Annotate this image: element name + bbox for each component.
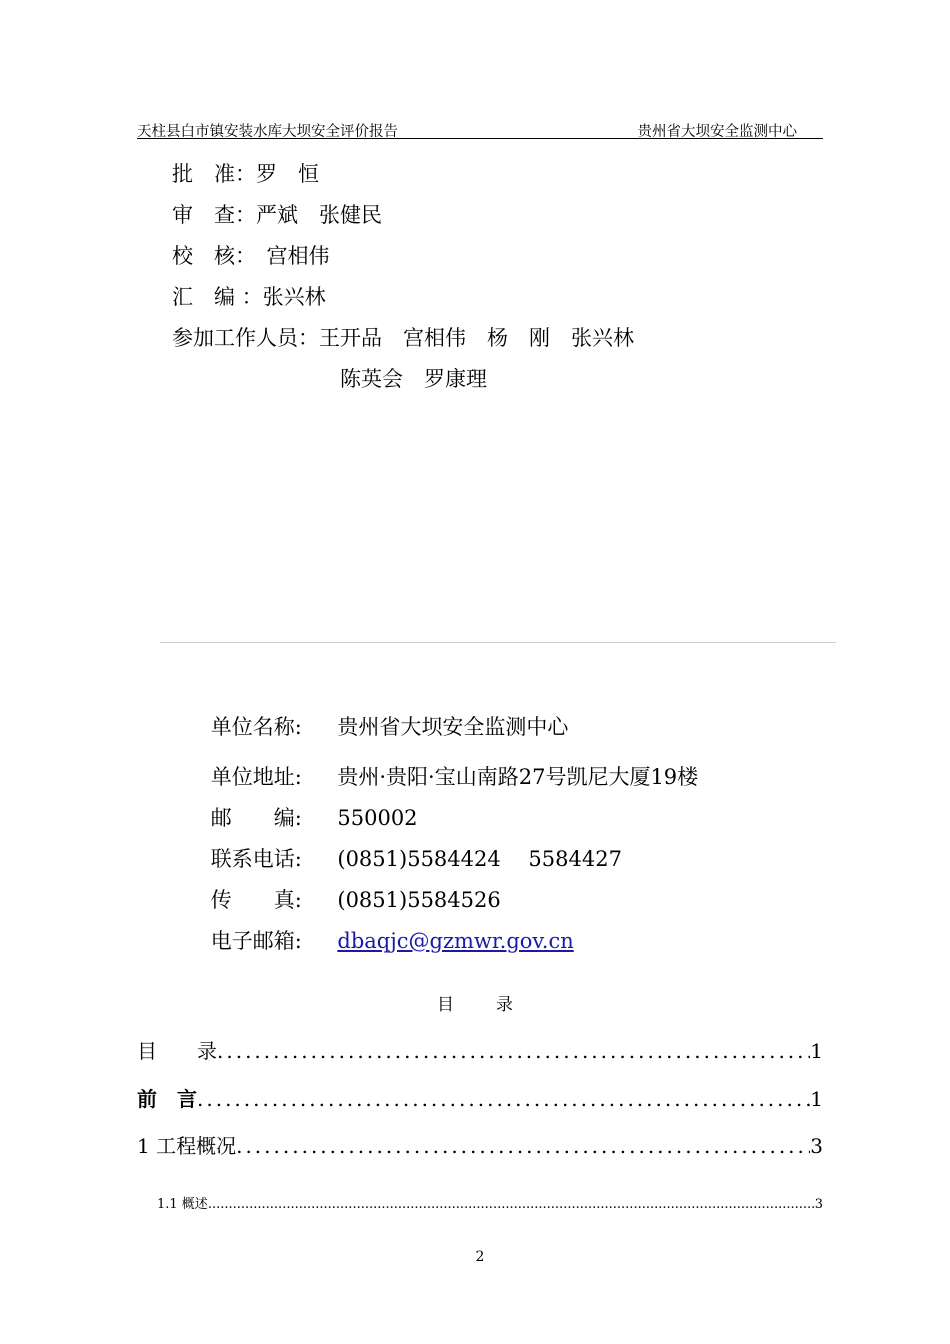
toc-heading	[0, 990, 950, 1015]
toc-entry-page: 1	[810, 1087, 823, 1111]
toc-leader-dots	[236, 1134, 810, 1158]
postcode-value: 550002	[330, 806, 418, 830]
fax-label: 传 真:	[210, 888, 302, 912]
fax-value: (0851)5584526	[330, 888, 501, 912]
header-report-title: 天柱县白市镇安装水库大坝安全评价报告	[137, 124, 398, 140]
check-line: 校 核： 宫相伟	[172, 244, 330, 268]
approve-line: 批 准：罗 恒	[172, 162, 319, 186]
toc-entry-page: 3	[810, 1134, 823, 1158]
email-link[interactable]: dbaqjc@gzmwr.gov.cn	[337, 929, 574, 953]
staff-line-continued: 陈英会 罗康理	[340, 367, 487, 391]
toc-entry[interactable]	[137, 1083, 823, 1112]
toc-heading-char-1: 目	[437, 995, 454, 1015]
toc-entry-title: 1 工程概况	[137, 1134, 237, 1158]
email-label: 电子邮箱:	[210, 929, 302, 953]
toc-leader-dots	[208, 1197, 815, 1212]
unit-name-value: 贵州省大坝安全监测中心	[330, 715, 569, 739]
toc-entry-page: 1	[810, 1039, 823, 1063]
page-number: 2	[475, 1249, 485, 1265]
page-header	[137, 118, 823, 139]
toc-heading-char-2: 录	[496, 995, 513, 1015]
unit-name-row	[184, 673, 698, 739]
toc-entry-title: 1.1 概述	[157, 1197, 208, 1212]
toc-entry-page: 3	[814, 1197, 823, 1212]
toc-leader-dots	[197, 1087, 810, 1111]
toc-entry[interactable]	[157, 1193, 823, 1212]
phone-label: 联系电话:	[210, 847, 302, 871]
toc-leader-dots	[217, 1039, 810, 1063]
toc-entry-title: 目 录	[137, 1039, 217, 1063]
signature-block	[172, 156, 634, 402]
phone-value: (0851)5584424 5584427	[330, 847, 622, 871]
compile-line: 汇 编 ：张兴林	[172, 285, 326, 309]
contact-block	[184, 673, 699, 953]
review-line: 审 查：严斌 张健民	[172, 203, 382, 227]
unit-address-value: 贵州·贵阳·宝山南路27号凯尼大厦19楼	[330, 765, 699, 789]
section-divider	[160, 642, 836, 643]
toc-entry[interactable]	[137, 1130, 823, 1159]
unit-address-label: 单位地址:	[210, 765, 302, 789]
unit-name-label: 单位名称:	[210, 715, 302, 739]
header-organization: 贵州省大坝安全监测中心	[637, 124, 797, 140]
staff-line: 参加工作人员：王开品 宫相伟 杨 刚 张兴林	[172, 326, 634, 350]
toc-entry[interactable]	[137, 1035, 823, 1064]
toc-entry-title: 前 言	[137, 1087, 197, 1111]
postcode-label: 邮 编:	[210, 806, 302, 830]
